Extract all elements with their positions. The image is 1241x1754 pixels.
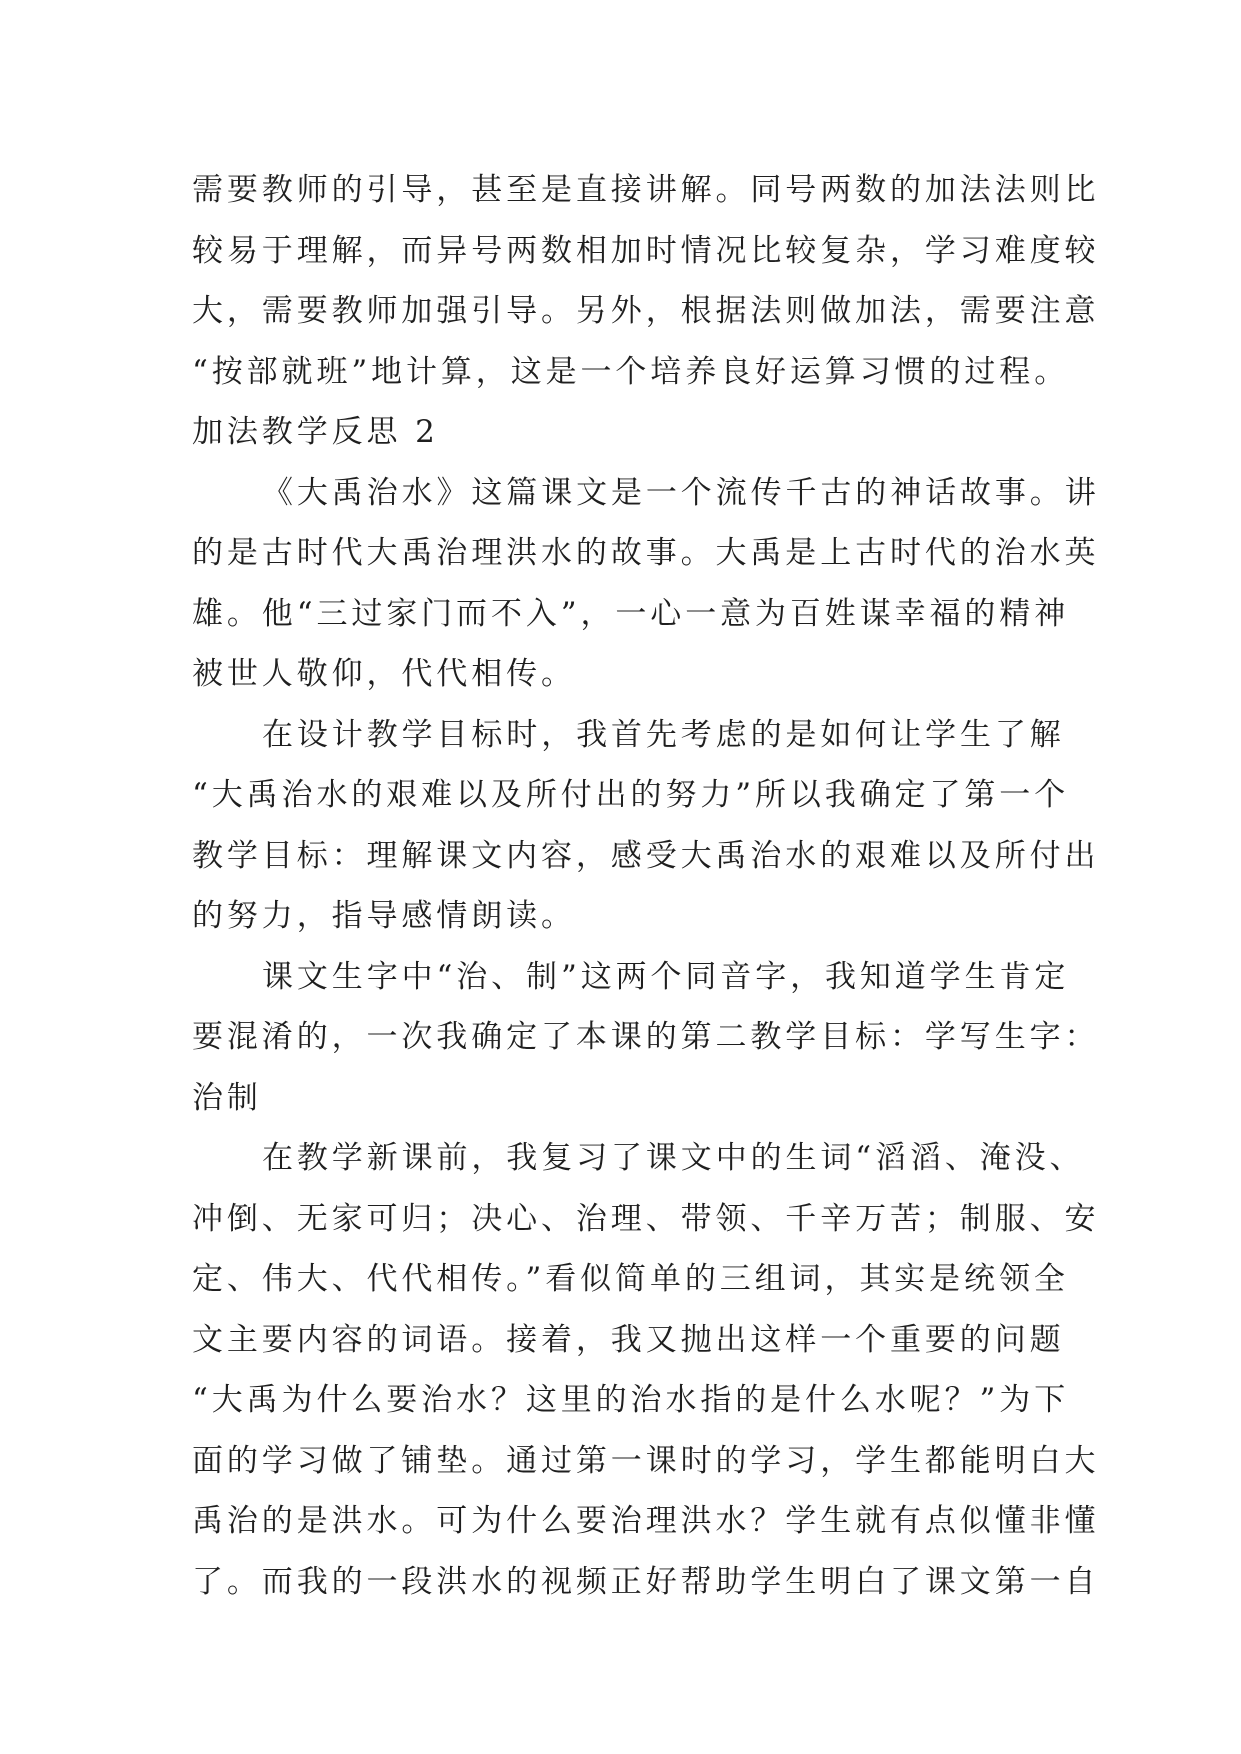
document-body	[192, 160, 1100, 1612]
text-line: 大，需要教师加强引导。另外，根据法则做加法，需要注意	[192, 293, 1100, 329]
text-line: 在设计教学目标时，我首先考虑的是如何让学生了解	[262, 716, 1065, 753]
text-line: 被世人敬仰，代代相传。	[192, 656, 576, 692]
text-line: 加法教学反思 2	[192, 414, 439, 450]
text-line: 教学目标：理解课文内容，感受大禹治水的艰难以及所付出	[192, 837, 1100, 874]
text-line: 治制	[192, 1079, 262, 1116]
text-line: 要混淆的，一次我确定了本课的第二教学目标：学写生字：	[192, 1019, 1100, 1055]
text-line: 冲倒、无家可归；决心、治理、带领、千辛万苦；制服、安	[192, 1200, 1100, 1237]
text-line: 禹治的是洪水。可为什么要治理洪水？学生就有点似懂非懂	[192, 1503, 1100, 1539]
text-line: “按部就班”地计算，这是一个培养良好运算习惯的过程。	[192, 353, 1070, 390]
text-line: 面的学习做了铺垫。通过第一课时的学习，学生都能明白大	[192, 1442, 1100, 1479]
text-line: 雄。他“三过家门而不入”，一心一意为百姓谋幸福的精神	[192, 595, 1070, 632]
text-line: “大禹治水的艰难以及所付出的努力”所以我确定了第一个	[192, 777, 1070, 813]
text-line: 较易于理解，而异号两数相加时情况比较复杂，学习难度较	[192, 232, 1100, 269]
text-line: 需要教师的引导，甚至是直接讲解。同号两数的加法法则比	[192, 172, 1100, 208]
text-line: “大禹为什么要治水？这里的治水指的是什么水呢？”为下	[192, 1382, 1070, 1418]
text-line: 文主要内容的词语。接着，我又抛出这样一个重要的问题	[192, 1321, 1065, 1358]
text-line: 课文生字中“治、制”这两个同音字，我知道学生肯定	[262, 958, 1070, 995]
text-line: 在教学新课前，我复习了课文中的生词“滔滔、淹没、	[262, 1140, 1085, 1176]
text-line: 的是古时代大禹治理洪水的故事。大禹是上古时代的治水英	[192, 535, 1100, 571]
text-line: 定、伟大、代代相传。”看似简单的三组词，其实是统领全	[192, 1261, 1069, 1297]
text-line: 《大禹治水》这篇课文是一个流传千古的神话故事。讲	[262, 474, 1100, 511]
text-line: 了。而我的一段洪水的视频正好帮助学生明白了课文第一自	[192, 1563, 1100, 1600]
text-line: 的努力，指导感情朗读。	[192, 898, 576, 934]
